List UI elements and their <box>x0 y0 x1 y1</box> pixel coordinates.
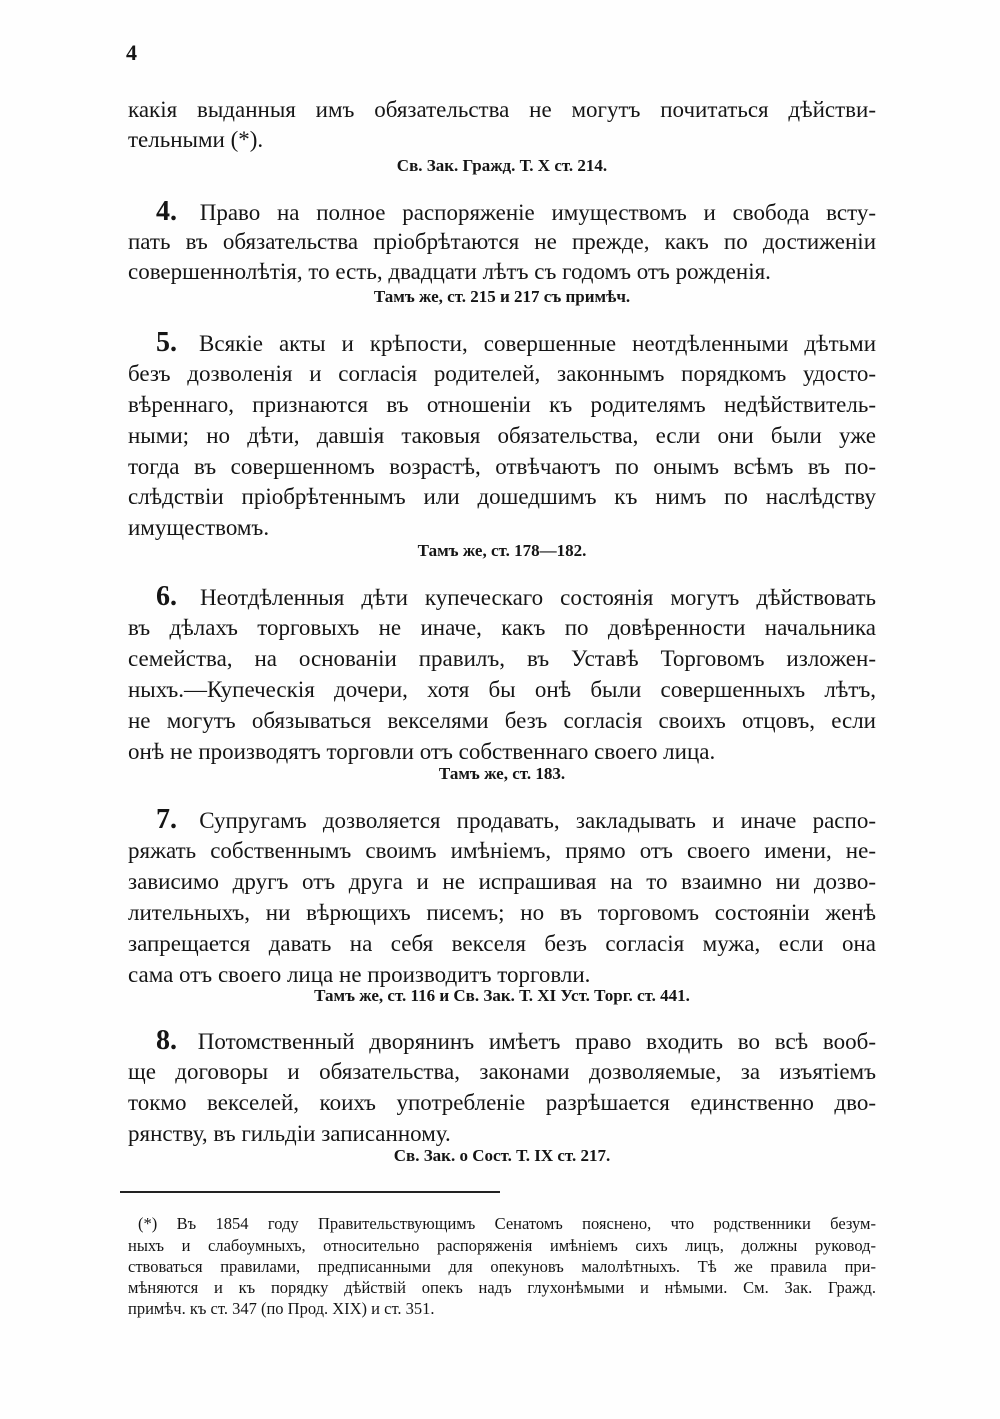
footnote-line: (*) Въ 1854 году Правительствующимъ Сенатомъ пояснено, что родственники безум- <box>138 1214 876 1233</box>
paragraph-line <box>128 125 876 155</box>
page-number: 4 <box>126 40 137 65</box>
line-text: семейства, на основаніи правилъ, въ Уставѣ Торговомъ изложен- <box>128 646 876 671</box>
paragraph-line <box>128 359 876 389</box>
paragraph-line <box>128 227 876 257</box>
line-text: ными; но дѣти, давшія таковыя обязательства, если они были уже <box>128 423 876 448</box>
footnote-line: мѣняются и къ порядку дѣйствій опекъ надъ глухонѣмыми и нѣмыми. См. Зак. Гражд. <box>128 1278 876 1297</box>
paragraph-line <box>128 257 876 287</box>
line-text: ныхъ.—Купеческія дочери, хотя бы онѣ были совершенныхъ лѣтъ, <box>128 677 876 702</box>
legal-citation: Св. Зак. о Сост. Т. IX ст. 217. <box>393 1146 611 1165</box>
legal-citation: Св. Зак. Гражд. Т. X ст. 214. <box>396 156 608 175</box>
line-text: сама отъ своего лица не производитъ торговли. <box>128 962 591 987</box>
paragraph-line <box>128 644 876 674</box>
line-text: Потомственный дворянинъ имѣетъ право входить во всѣ вооб- <box>197 1029 876 1054</box>
line-text: совершеннолѣтія, то есть, двадцати лѣтъ съ годомъ отъ рожденія. <box>128 259 771 284</box>
legal-citation: Тамъ же, ст. 215 и 217 съ примѣч. <box>373 287 631 306</box>
paragraph-line <box>128 421 876 451</box>
line-text: въ дѣлахъ торговыхъ не иначе, какъ по довѣренности начальника <box>128 615 876 640</box>
line-text: слѣдствіи пріобрѣтеннымъ или дошедшимъ къ нимъ по наслѣдству <box>128 484 876 509</box>
paragraph-line <box>128 95 876 125</box>
article-number: 6. <box>156 582 177 612</box>
paragraph-line <box>128 452 876 482</box>
article-number: 8. <box>156 1026 177 1056</box>
line-text: имуществомъ. <box>128 515 270 540</box>
article-number: 7. <box>156 805 177 835</box>
paragraph-line <box>128 390 876 420</box>
article-number: 5. <box>156 328 177 358</box>
paragraph-line <box>128 898 876 928</box>
line-text: тельными (*). <box>128 127 264 152</box>
paragraph-line <box>128 1057 876 1087</box>
paragraph-line <box>128 836 876 866</box>
footnote-separator <box>120 1191 500 1193</box>
line-text: зависимо другъ отъ друга и не испрашивая на то взаимно ни дозво- <box>128 869 876 894</box>
line-text: рянству, въ гильдіи записанному. <box>128 1121 451 1146</box>
line-text: Неотдѣленныя дѣти купеческаго состоянія могутъ дѣйствовать <box>200 585 876 610</box>
paragraph-line <box>128 1088 876 1118</box>
paragraph-line <box>156 805 876 835</box>
line-text: ще договоры и обязательства, законами дозволяемые, за изъятіемъ <box>128 1059 876 1084</box>
paragraph-line <box>156 197 876 227</box>
paragraph-line <box>128 929 876 959</box>
paragraph-line <box>128 706 876 736</box>
line-text: онѣ не производятъ торговли отъ собственнаго своего лица. <box>128 739 716 764</box>
footnote-line: примѣч. къ ст. 347 (по Прод. XIX) и ст. 351. <box>128 1299 435 1318</box>
legal-citation: Тамъ же, ст. 183. <box>438 764 566 783</box>
line-text: ряжать собственнымъ своимъ имѣніемъ, прямо отъ своего имени, не- <box>128 838 876 863</box>
line-text: Право на полное распоряженіе имуществомъ и свобода всту- <box>199 200 876 225</box>
paragraph-line <box>128 675 876 705</box>
line-text: тогда въ совершенномъ возрастѣ, отвѣчаютъ по онымъ всѣмъ въ по- <box>128 454 876 479</box>
paragraph-line <box>128 867 876 897</box>
paragraph-line <box>128 482 876 512</box>
line-text: не могутъ обязываться векселями безъ согласія своихъ отцовъ, если <box>128 708 876 733</box>
paragraph-line <box>128 513 876 543</box>
line-text: токмо векселей, коихъ употребленіе разрѣшается единственно дво- <box>128 1090 876 1115</box>
legal-citation: Тамъ же, ст. 178—182. <box>417 541 587 560</box>
footnote-line: ствоваться правилами, предписанными для опекуновъ малолѣтныхъ. Тѣ же правила при- <box>128 1257 876 1276</box>
paragraph-line <box>156 328 876 358</box>
line-text: Супругамъ дозволяется продавать, закладывать и иначе распо- <box>199 808 876 833</box>
paragraph-line <box>128 613 876 643</box>
footnote-line: ныхъ и слабоумныхъ, относительно распоряженія имѣніемъ сихъ лицъ, должны руковод- <box>128 1236 876 1255</box>
paragraph-line <box>156 582 876 612</box>
line-text: вѣреннаго, признаются въ отношеніи къ родителямъ недѣйствитель- <box>128 392 876 417</box>
paragraph-line <box>156 1026 876 1056</box>
line-text: безъ дозволенія и согласія родителей, законнымъ порядкомъ удосто- <box>128 361 876 386</box>
line-text: пать въ обязательства пріобрѣтаются не прежде, какъ по достиженіи <box>128 229 876 254</box>
line-text: запрещается давать на себя векселя безъ согласія мужа, если она <box>128 931 876 956</box>
legal-citation: Тамъ же, ст. 116 и Св. Зак. Т. XI Уст. Торг. ст. 441. <box>314 986 690 1005</box>
article-number: 4. <box>156 197 177 227</box>
line-text: Всякіе акты и крѣпости, совершенные неотдѣленными дѣтьми <box>199 331 876 356</box>
line-text: лительныхъ, ни вѣрющихъ писемъ; но въ торговомъ состояніи женѣ <box>128 900 876 925</box>
line-text: какія выданныя имъ обязательства не могутъ почитаться дѣйстви- <box>128 97 876 122</box>
